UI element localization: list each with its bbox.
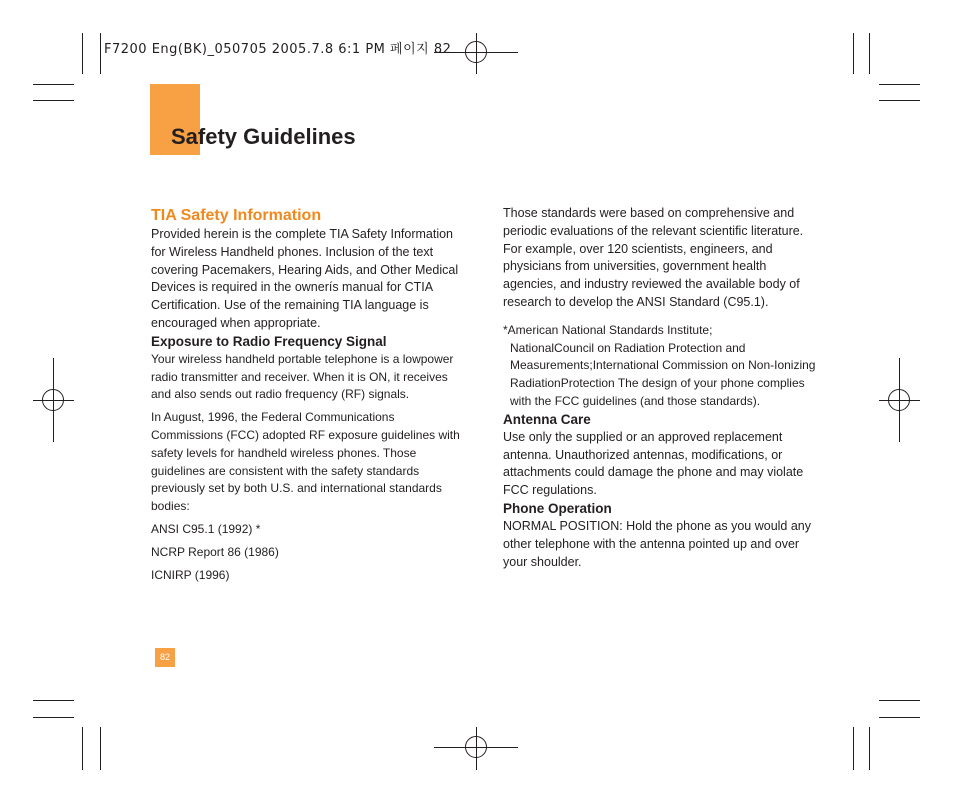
crop-mark [33,84,74,85]
crop-mark [33,100,74,101]
registration-circle [465,736,487,758]
rf-paragraph: Your wireless handheld portable telephone is a lowpower radio transmitter and receiver. When it is ON, it receives and also sends out radio frequency (RF) signals. [151,351,454,402]
intro-paragraph: Provided herein is the complete TIA Safety Information for Wireless Handheld phones. Inclusion of the text covering Pacemakers, Hearing Aids, and Other Medical Devices is required in the ownerís manual for CTIA Certification. Use of the remaining TIA language is encouraged when appropriate. [151,227,459,330]
crop-mark [853,33,854,74]
crop-mark [879,100,920,101]
crop-mark [879,700,920,701]
standard-item: ANSI C95.1 (1992) * [151,521,261,536]
crop-mark [33,700,74,701]
section-heading: TIA Safety Information [151,207,322,224]
crop-mark [869,727,870,770]
standard-item: NCRP Report 86 (1986) [151,544,279,559]
footnote-rest: NationalCouncil on Radiation Protection and Measurements;International Commission on Non-Ionizing RadiationProtection The design of your phone complies with the FCC guidelines (and those standards). [510,340,816,408]
crop-mark [100,727,101,770]
footnote [503,322,819,411]
registration-circle [888,389,910,411]
crop-mark [869,33,870,74]
standard-item: ICNIRP (1996) [151,567,230,582]
antenna-paragraph: Use only the supplied or an approved replacement antenna. Unauthorized antennas, modifications, or attachments could damage the phone and may violate FCC regulations. [503,429,804,498]
fcc-paragraph: In August, 1996, the Federal Communications Commissions (FCC) adopted RF exposure guidelines with safety levels for handheld wireless phones. Those guidelines are consistent with the safety standards previously set by both U.S. and international standards bodies: [151,410,460,514]
footnote-first-line: *American National Standards Institute; [503,322,713,337]
antenna-heading: Antenna Care [503,411,591,427]
operation-heading: Phone Operation [503,500,612,516]
print-slug: F7200 Eng(BK)_050705 2005.7.8 6:1 PM 페이지 82 [104,42,452,57]
page-title: Safety Guidelines [171,124,356,149]
crop-mark [100,33,101,74]
crop-mark [82,33,83,74]
crop-mark [853,727,854,770]
crop-mark [879,84,920,85]
standards-paragraph: Those standards were based on comprehensive and periodic evaluations of the relevant scientific literature. For example, over 120 scientists, engineers, and physicians from universities, government health agencies, and industry reviewed the available body of research to develop the ANSI Standard (C95.1). [503,206,804,309]
registration-circle [42,389,64,411]
operation-paragraph: NORMAL POSITION: Hold the phone as you would any other telephone with the antenna pointed up and over your shoulder. [503,518,812,569]
crop-mark [33,717,74,718]
page-number-badge: 82 [155,648,175,667]
right-column [503,205,819,571]
registration-circle [465,41,487,63]
left-column [151,206,469,584]
rf-subheading: Exposure to Radio Frequency Signal [151,333,387,349]
crop-mark [879,717,920,718]
crop-mark [82,727,83,770]
